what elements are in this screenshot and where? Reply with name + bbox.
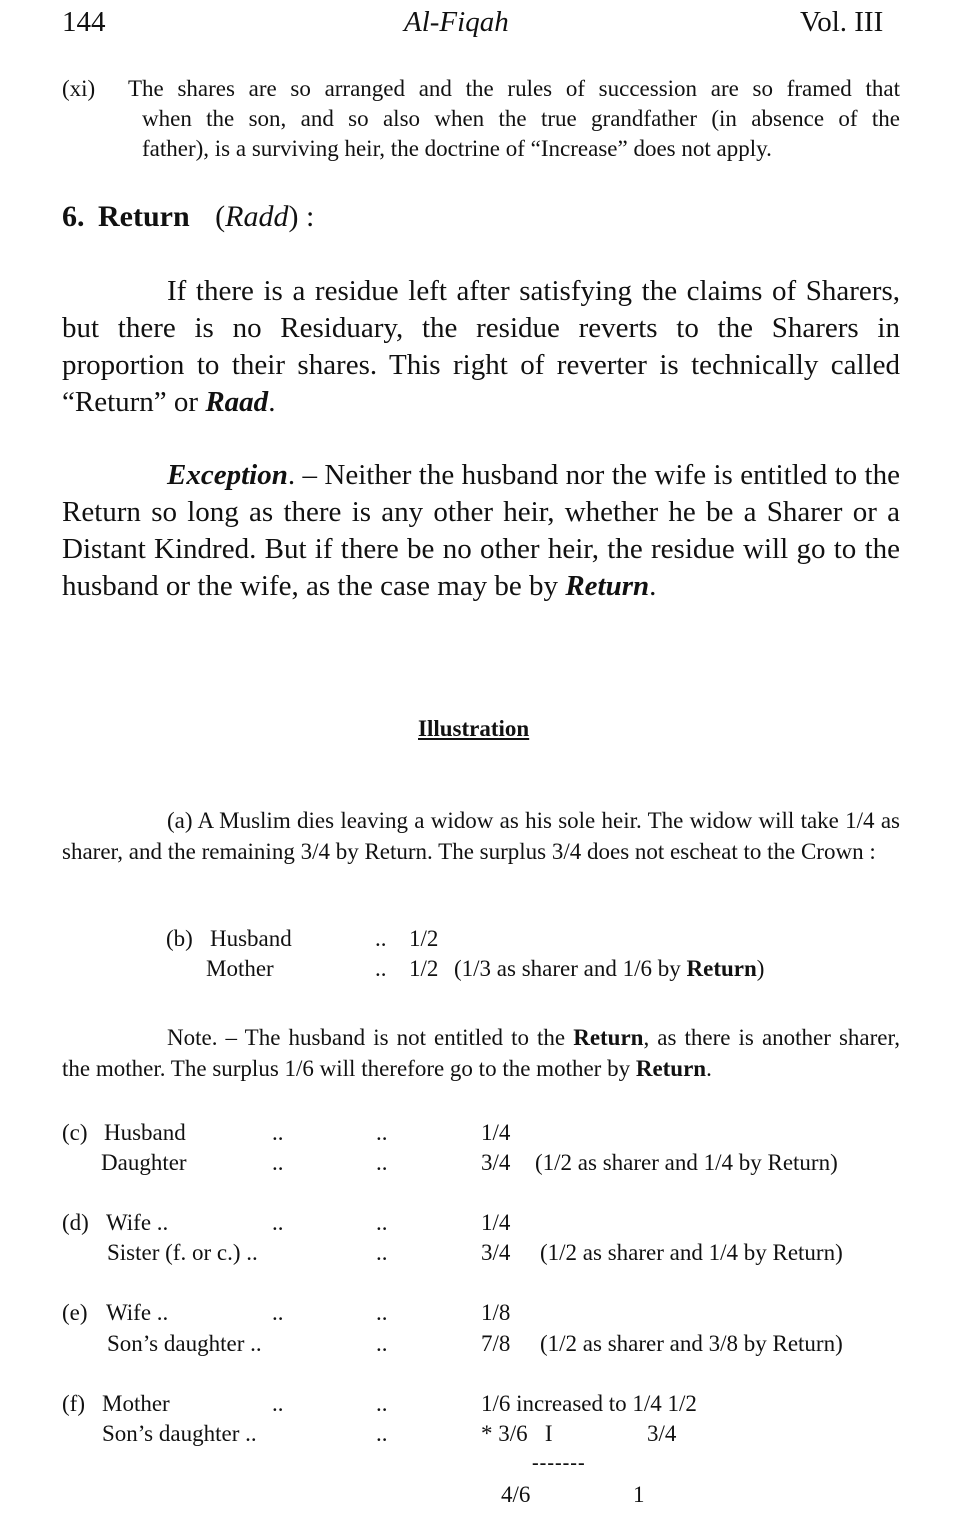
section-close-paren: ) : (288, 200, 315, 233)
illustration-a: (a) A Muslim dies leaving a widow as his sole heir. The widow will take 1/4 as sharer, and the remaining 3/4 by Return. The surplus 3/4 does not escheat to the Crown : (62, 808, 900, 864)
para1-end: . (268, 386, 276, 418)
illustration-f-dots-1b: .. (376, 1391, 388, 1416)
illustration-e-dots-1b: .. (376, 1300, 388, 1325)
illustration-e-dots-1a: .. (272, 1300, 284, 1325)
illustration-e-note-2: (1/2 as sharer and 3/8 by Return) (540, 1331, 843, 1356)
illustration-e-share-2: 7/8 (481, 1331, 511, 1356)
para2-bold-end: Return (565, 570, 650, 602)
illustration-c-share-2: 3/4 (481, 1150, 511, 1175)
section-heading (62, 200, 314, 234)
illustration-c-heir-2: Daughter (101, 1150, 187, 1175)
note-mid: , as there is another sharer, the mother. The surplus 1/6 will therefore go to the mother by (62, 1025, 900, 1081)
volume-label: Vol. III (800, 6, 884, 38)
illustration-c-dots-1a: .. (272, 1120, 284, 1145)
illustration-note (62, 1022, 900, 1084)
illustration-e-heir-2: Son’s daughter .. (107, 1331, 262, 1356)
illustration-c-heir-1: Husband (104, 1120, 186, 1145)
illustration-d-dots-1a: .. (272, 1210, 284, 1235)
para1-bold-term: Raad (205, 386, 269, 418)
illustration-f-dots-1a: .. (272, 1391, 284, 1416)
illustration-f-share-2: * 3/6 I (481, 1421, 553, 1446)
note-bold-1: Return (573, 1025, 644, 1050)
illustration-d-marker: (d) (62, 1210, 89, 1235)
illustration-d-heir-1: Wife .. (106, 1210, 169, 1235)
running-title: Al-Fiqah (404, 6, 509, 38)
illustration-b-dots-1: .. (375, 926, 387, 951)
illustration-f-rule: ------- (532, 1452, 586, 1474)
illustration-c-share-1: 1/4 (481, 1120, 511, 1145)
paragraph-exception (62, 457, 900, 605)
note-pre: Note. – The husband is not entitled to the (167, 1025, 574, 1050)
illustration-d-heir-2: Sister (f. or c.) .. (107, 1240, 258, 1265)
note-post: . (706, 1056, 712, 1081)
item-xi-line-3: father), is a surviving heir, the doctrine of “Increase” does not apply. (142, 136, 772, 161)
illustration-f-dots-2b: .. (376, 1421, 388, 1446)
illustration-c-note-2: (1/2 as sharer and 1/4 by Return) (535, 1150, 838, 1175)
section-number: 6. (62, 200, 85, 233)
illustration-e-heir-1: Wife .. (106, 1300, 169, 1325)
b-note-bold: Return (686, 956, 757, 981)
illustration-e-dots-2b: .. (376, 1331, 388, 1356)
illustration-f-total-left: 4/6 (501, 1482, 531, 1507)
illustration-d-share-2: 3/4 (481, 1240, 511, 1265)
illustration-f-note-2: 3/4 (647, 1421, 677, 1446)
illustration-f-total-right: 1 (633, 1482, 645, 1507)
section-title: Return (98, 200, 190, 233)
paragraph-return-definition (62, 273, 900, 421)
illustration-c-dots-2b: .. (376, 1150, 388, 1175)
item-xi-line-1: The shares are so arranged and the rules of succession are so framed that (128, 76, 900, 101)
illustration-b-heir-2: Mother (206, 956, 274, 981)
b-note-post: ) (756, 956, 765, 981)
item-xi-line-2: when the son, and so also when the true grandfather (in absence of the (142, 106, 900, 131)
section-open-paren: ( (215, 200, 226, 233)
illustration-f-share-1: 1/6 increased to 1/4 1/2 (481, 1391, 697, 1416)
page-number: 144 (62, 6, 106, 38)
item-xi-marker: (xi) (62, 76, 96, 101)
illustration-d-dots-2b: .. (376, 1240, 388, 1265)
para2-label: Exception (167, 459, 288, 491)
illustration-b-note-2 (454, 956, 764, 982)
illustration-f-marker: (f) (62, 1391, 85, 1416)
illustration-e-share-1: 1/8 (481, 1300, 511, 1325)
illustration-d-note-2: (1/2 as sharer and 1/4 by Return) (540, 1240, 843, 1265)
section-arabic-term: Radd (225, 200, 289, 233)
para1-text: If there is a residue left after satisfying the claims of Sharers, but there is no Residuary, the residue reverts to the Sharers in proportion to their shares. This right of reverter is technically called “Return” or (62, 275, 900, 418)
illustration-b-share-2: 1/2 (409, 956, 439, 981)
illustration-b-dots-2: .. (375, 956, 387, 981)
illustration-b-share-1: 1/2 (409, 926, 439, 951)
para2-end: . (649, 570, 657, 602)
note-bold-2: Return (635, 1056, 707, 1081)
illustration-c-marker: (c) (62, 1120, 88, 1145)
illustration-d-dots-1b: .. (376, 1210, 388, 1235)
illustration-c-dots-2a: .. (272, 1150, 284, 1175)
illustration-b-marker: (b) (166, 926, 193, 951)
illustration-heading: Illustration (418, 716, 530, 741)
illustration-c-dots-1b: .. (376, 1120, 388, 1145)
b-note-pre: (1/3 as sharer and 1/6 by (454, 956, 687, 981)
para2-text: . – Neither the husband nor the wife is entitled to the Return so long as there is any other heir, whether he be a Sharer or a Distant Kindred. But if there be no other heir, the residue will go to the husband or the wife, as the case may be by (62, 459, 900, 602)
illustration-f-heir-1: Mother (102, 1391, 170, 1416)
illustration-b-heir-1: Husband (210, 926, 292, 951)
illustration-e-marker: (e) (62, 1300, 88, 1325)
illustration-f-heir-2: Son’s daughter .. (102, 1421, 257, 1446)
illustration-d-share-1: 1/4 (481, 1210, 511, 1235)
